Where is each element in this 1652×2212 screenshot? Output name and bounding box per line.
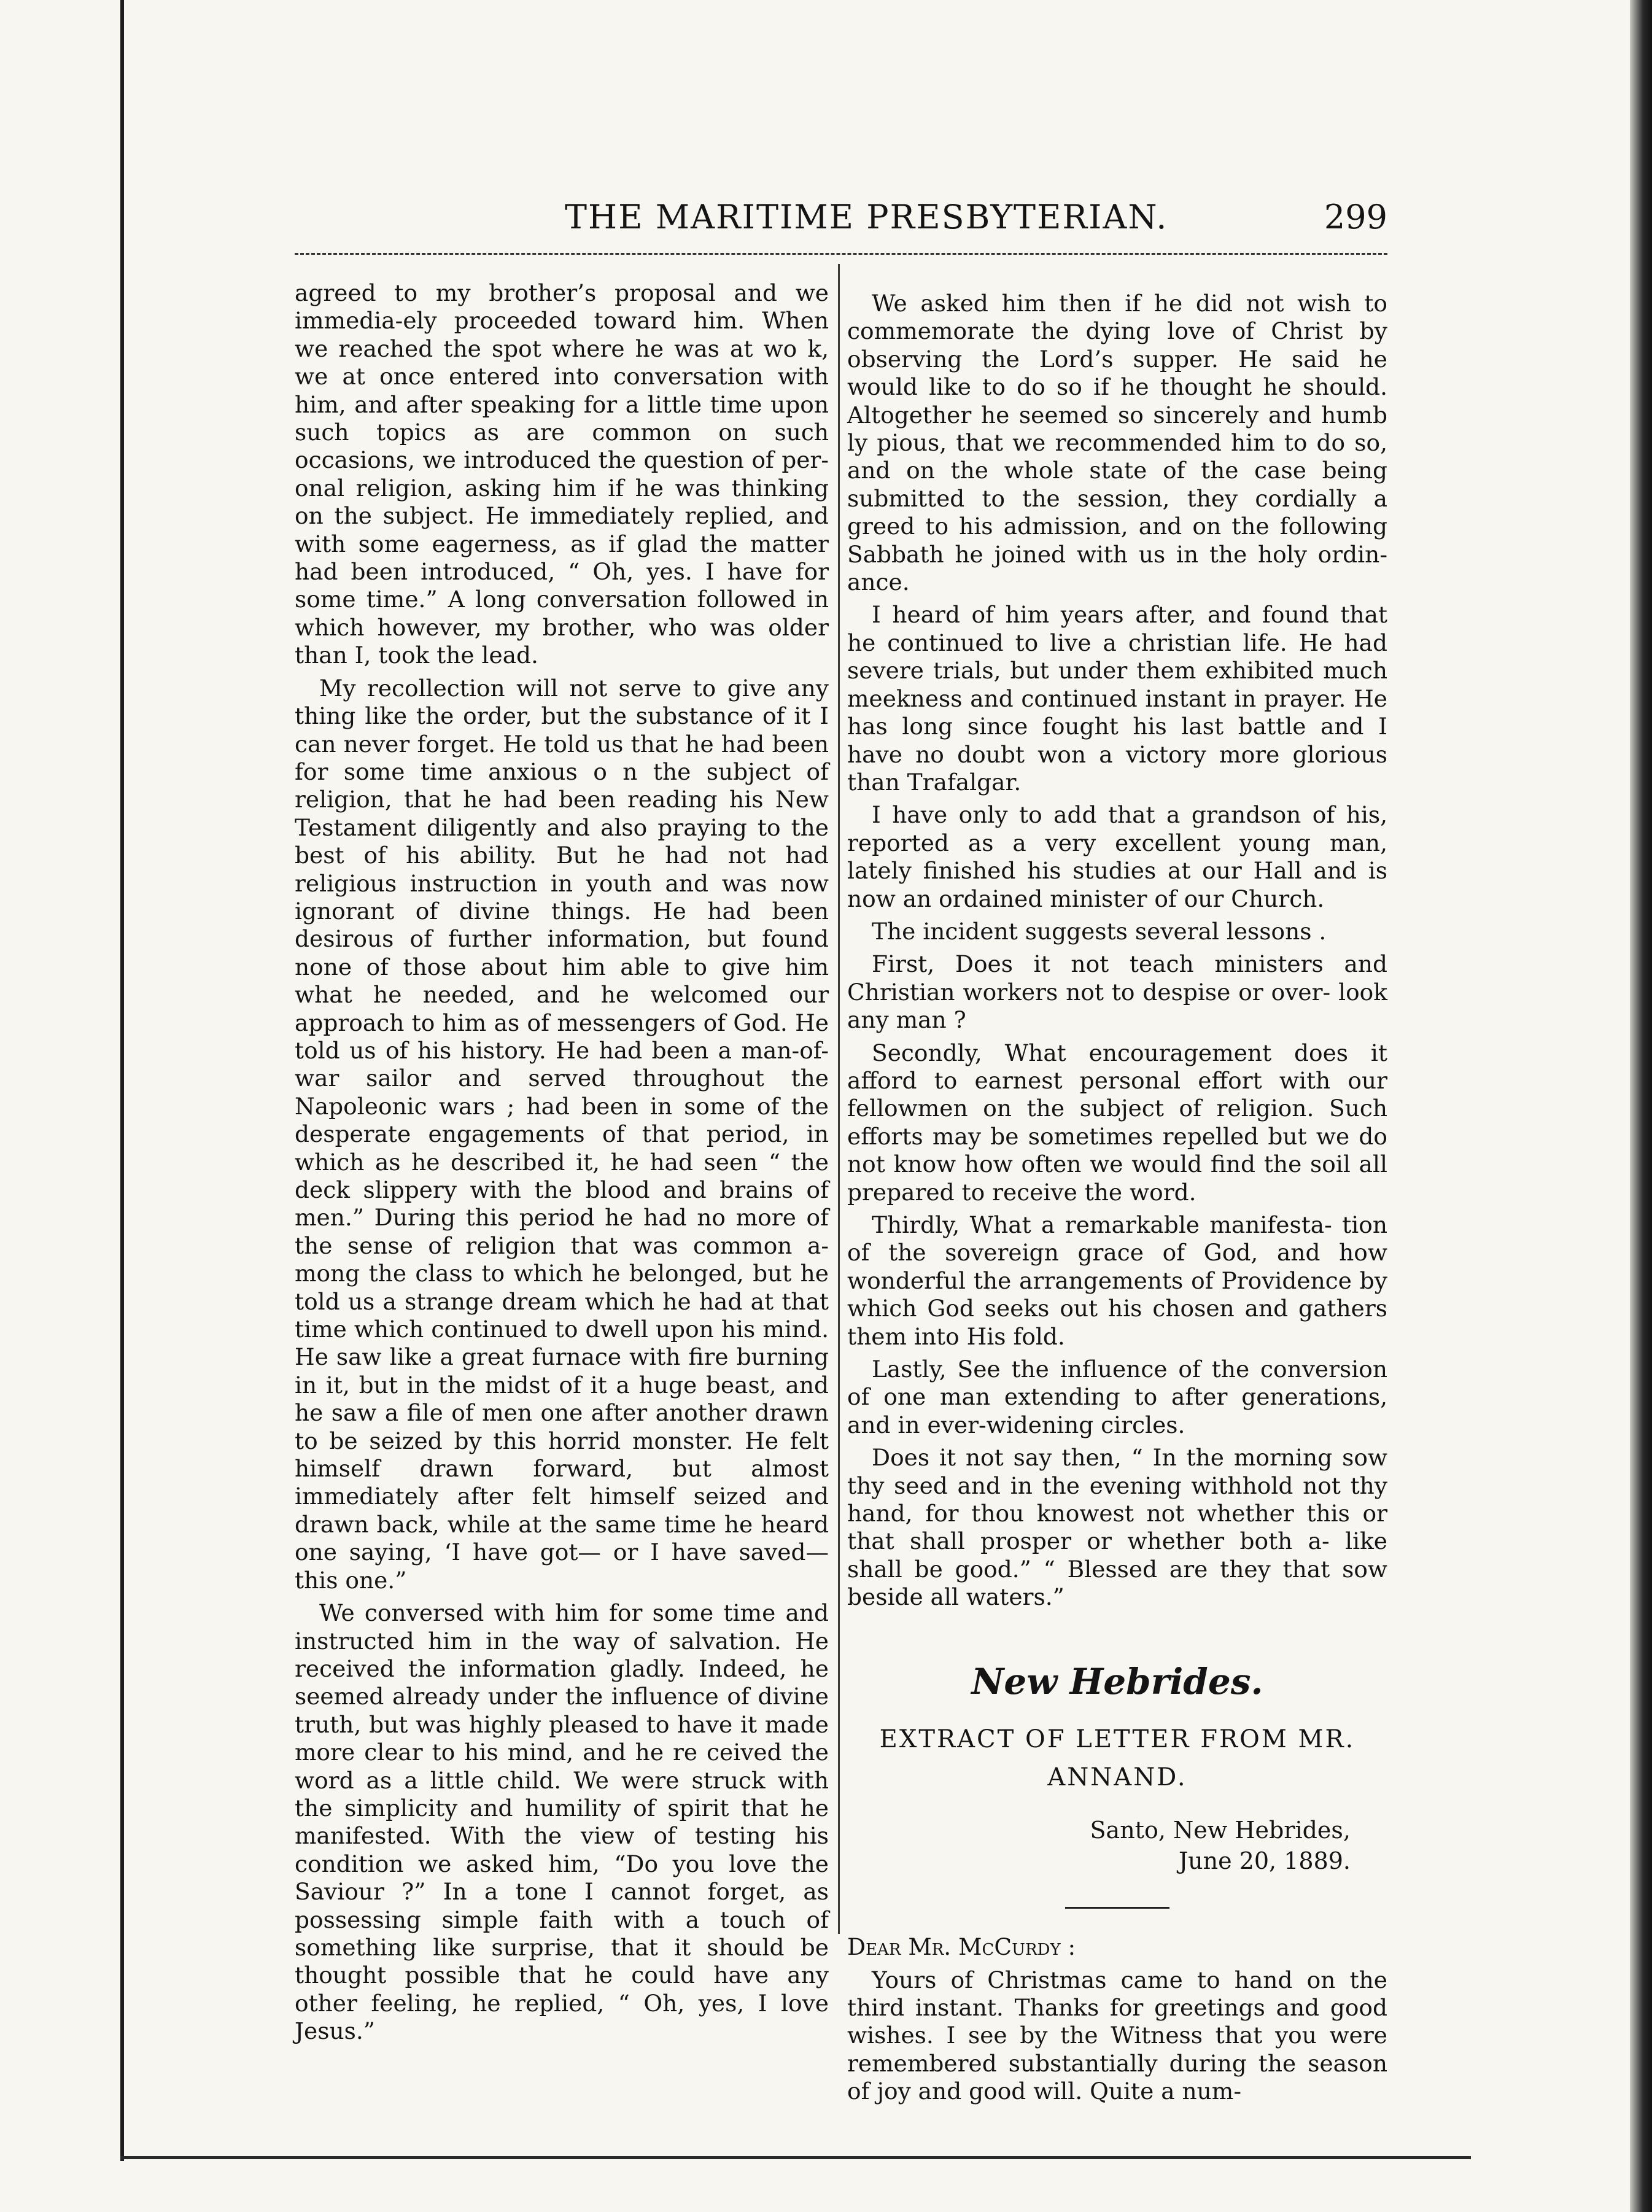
scan-edge-shadow — [1630, 0, 1652, 2212]
paragraph: I have only to add that a grandson of his, reported as a very excellent young man, lately finished his studies at our Hall and is now an ordained minister of our Church. — [847, 801, 1387, 912]
letter-title — [847, 1720, 1387, 1796]
dateline — [847, 1815, 1351, 1876]
page-number: 299 — [1324, 198, 1387, 236]
paragraph: Lastly, See the influence of the conversion of one man extending to after generations, and in ever-widening circles. — [847, 1356, 1387, 1438]
paragraph: Secondly, What encouragement does it afford to earnest personal effort with our fellowmen on the subject of religion. Such efforts may be sometimes repelled but we do not know how often we would find the soil all prepared to receive the word. — [847, 1039, 1387, 1206]
right-column — [847, 290, 1387, 2111]
letter-title-line: ANNAND. — [1047, 1763, 1187, 1792]
header-rule — [295, 253, 1387, 255]
journal-title: THE MARITIME PRESBYTERIAN. — [565, 198, 1168, 236]
paragraph: We conversed with him for some time and instructed him in the way of salvation. He received the information gladly. Indeed, he seemed already under the influence of divine truth, but was highly pleased to have it made more clear to his mind, and he re ceived the word as a little child. We were struck with the simplicity and humility of spirit that he manifested. With the view of testing his condition we asked him, “Do you love the Saviour ?” In a tone I cannot forget, as possessing simple faith with a touch of something like surprise, that it should be thought possible that he could have any other feeling, he replied, “ Oh, yes, I love Jesus.” — [295, 1599, 829, 2045]
paragraph: We asked him then if he did not wish to commemorate the dying love of Christ by observing the Lord’s supper. He said he would like to do so if he thought he should. Altogether he seemed so sincerely and humb ly pious, that we recommended him to do so, and on the whole state of the case being submitted to the session, they cordially a greed to his admission, and on the following Sabbath he joined with us in the holy ordin- ance. — [847, 290, 1387, 596]
running-header — [295, 198, 1387, 241]
paragraph: Yours of Christmas came to hand on the third instant. Thanks for greetings and good wishes. I see by the Witness that you were remembered substantially during the season of joy and good will. Quite a num- — [847, 1966, 1387, 2105]
paragraph: Does it not say then, “ In the morning sow thy seed and in the evening withhold not thy hand, for thou knowest not whether this or that shall prosper or whether both a- like shall be good.” “ Blessed are they that sow beside all waters.” — [847, 1444, 1387, 1611]
paragraph: I heard of him years after, and found that he continued to live a christian life. He had severe trials, but under them exhibited much meekness and continued instant in prayer. He has long since fought his last battle and I have no doubt won a victory more glorious than Trafalgar. — [847, 601, 1387, 796]
paragraph: My recollection will not serve to give any thing like the order, but the substance of it I can never forget. He told us that he had been for some time anxious o n the subject of religion, that he had been reading his New Testament diligently and also praying to the best of his ability. But he had not had religious instruction in youth and was now ignorant of divine things. He had been desirous of further information, but found none of those about him able to give him what he needed, and he welcomed our approach to him as of messengers of God. He told us of his history. He had been a man-of-war sailor and served throughout the Napoleonic wars ; had been in some of the desperate engagements of that period, in which as he described it, he had seen “ the deck slippery with the blood and brains of men.” During this period he had no more of the sense of religion that was common a- mong the class to which he belonged, but he told us a strange dream which he had at that time which continued to dwell upon his mind. He saw like a great furnace with fire burning in it, but in the midst of it a huge beast, and he saw a file of men one after another drawn to be seized by this horrid monster. He felt himself drawn forward, but almost immediately after felt himself seized and drawn back, while at the same time he heard one saying, ‘I have got— or I have saved—this one.” — [295, 674, 829, 1594]
paragraph: The incident suggests several lessons . — [872, 917, 1327, 945]
left-column — [295, 279, 829, 2051]
letter-title-line: EXTRACT OF LETTER FROM MR. — [879, 1725, 1355, 1754]
paragraph: agreed to my brother’s proposal and we immedia-ely proceeded toward him. When we reached the spot where he was at wo k, we at once entered into conversation with him, and after speaking for a little time upon such topics as are common on such occasions, we introduced the question of per-onal religion, asking him if he was thinking on the subject. He immediately replied, and with some eagerness, as if glad the matter had been introduced, “ Oh, yes. I have for some time.” A long conversation followed in which however, my brother, who was older than I, took the lead. — [295, 279, 829, 669]
salutation: Dear Mr. McCurdy : — [847, 1933, 1076, 1961]
paragraph: Thirdly, What a remarkable manifesta- tion of the sovereign grace of God, and how wonderful the arrangements of Providence by which God seeks out his chosen and gathers them into His fold. — [847, 1211, 1387, 1350]
section-rule — [1065, 1907, 1169, 1909]
section-heading: New Hebrides. — [971, 1660, 1263, 1702]
paragraph: First, Does it not teach ministers and Christian workers not to despise or over- look any man ? — [847, 950, 1387, 1034]
column-divider — [838, 264, 840, 1934]
dateline-date: June 20, 1889. — [1178, 1847, 1351, 1875]
bottom-rule — [120, 2156, 1471, 2159]
dateline-place: Santo, New Hebrides, — [1090, 1817, 1351, 1844]
page-edge-rule — [120, 0, 124, 2161]
